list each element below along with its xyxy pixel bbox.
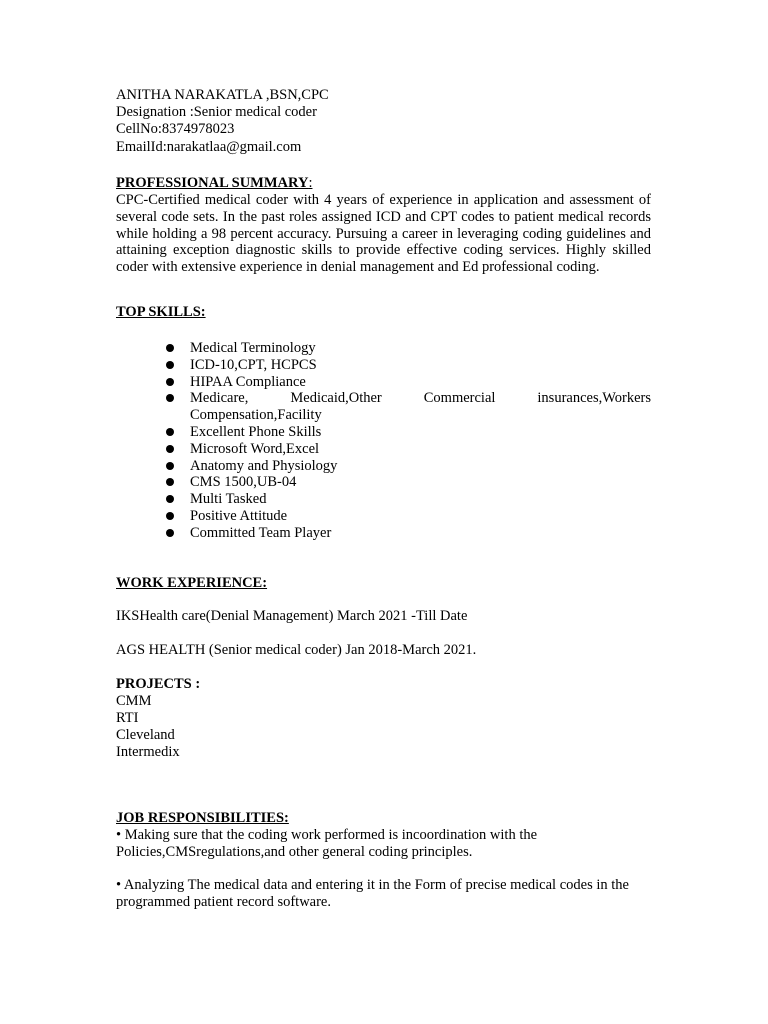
bullet-icon — [166, 529, 174, 537]
designation: Designation :Senior medical coder — [116, 104, 317, 120]
summary-heading-line — [116, 175, 312, 192]
list-item — [166, 390, 651, 424]
bullet-icon — [166, 495, 174, 503]
skills-heading: TOP SKILLS: — [116, 304, 206, 320]
projects-heading: PROJECTS : — [116, 676, 201, 692]
summary-heading: PROFESSIONAL SUMMARY — [116, 175, 309, 191]
bullet-icon — [166, 462, 174, 470]
summary-text: CPC-Certified medical coder with 4 years of experience in application and assessment of several code sets. In the past roles assigned ICD and CPT codes to patient medical records while holding a 98 percent accuracy. Pursuing a career in leveraging coding guidelines and attaining exception diagnostic skills to provide effective coding services. Highly skilled coder with extensive experience in denial management and Ed professional coding. — [116, 192, 651, 276]
bullet-icon — [166, 512, 174, 520]
skill-label-part: insurances,Workers — [537, 390, 651, 407]
list-item — [166, 441, 651, 458]
responsibility-item: • Making sure that the coding work performed is incoordination with the Policies,CMSregulations,and other general coding principles. — [116, 827, 538, 860]
work-heading: WORK EXPERIENCE: — [116, 575, 268, 591]
work-entry: IKSHealth care(Denial Management) March 2021 -Till Date — [116, 608, 468, 624]
list-item — [166, 374, 651, 391]
list-item — [166, 508, 651, 525]
skill-label: Medical Terminology — [190, 340, 316, 356]
candidate-name: ANITHA NARAKATLA ,BSN,CPC — [116, 87, 329, 103]
project-item: Cleveland — [116, 727, 175, 743]
list-item — [166, 424, 651, 441]
list-item — [166, 340, 651, 357]
skill-label: Microsoft Word,Excel — [190, 440, 320, 457]
skill-label: Positive Attitude — [190, 507, 288, 524]
bullet-icon — [166, 344, 174, 352]
skill-label: Committed Team Player — [190, 524, 332, 541]
skill-label: Anatomy and Physiology — [190, 457, 338, 474]
skills-list — [166, 340, 651, 542]
skill-label-part: Compensation,Facility — [190, 407, 322, 424]
email-id: EmailId:narakatlaa@gmail.com — [116, 139, 302, 155]
list-item — [166, 525, 651, 542]
work-entry: AGS HEALTH (Senior medical coder) Jan 2018-March 2021. — [116, 642, 477, 658]
list-item — [166, 491, 651, 508]
skill-label: Multi Tasked — [190, 491, 267, 508]
list-item — [166, 357, 651, 374]
skill-label: ICD-10,CPT, HCPCS — [190, 356, 317, 373]
skill-label: Excellent Phone Skills — [190, 423, 322, 440]
bullet-icon — [166, 394, 174, 402]
skill-label: HIPAA Compliance — [190, 373, 306, 390]
bullet-icon — [166, 361, 174, 369]
bullet-icon — [166, 478, 174, 486]
summary-heading-colon: : — [308, 175, 313, 191]
bullet-icon — [166, 428, 174, 436]
skill-label-part: Commercial — [423, 390, 496, 407]
project-item: RTI — [116, 710, 139, 726]
responsibility-item: • Analyzing The medical data and entering it in the Form of precise medical codes in the programmed patient record software. — [116, 877, 629, 910]
list-item — [166, 474, 651, 491]
responsibilities-heading: JOB RESPONSIBILITIES: — [116, 810, 289, 826]
skill-label: CMS 1500,UB-04 — [190, 474, 297, 491]
bullet-icon — [166, 445, 174, 453]
skill-label-part: Medicare, — [190, 390, 249, 407]
project-item: Intermedix — [116, 744, 180, 760]
list-item — [166, 458, 651, 475]
bullet-icon — [166, 378, 174, 386]
skill-label-part: Medicaid,Other — [290, 390, 382, 407]
project-item: CMM — [116, 693, 152, 709]
cell-number: CellNo:8374978023 — [116, 121, 235, 137]
skill-label-row — [190, 390, 651, 407]
